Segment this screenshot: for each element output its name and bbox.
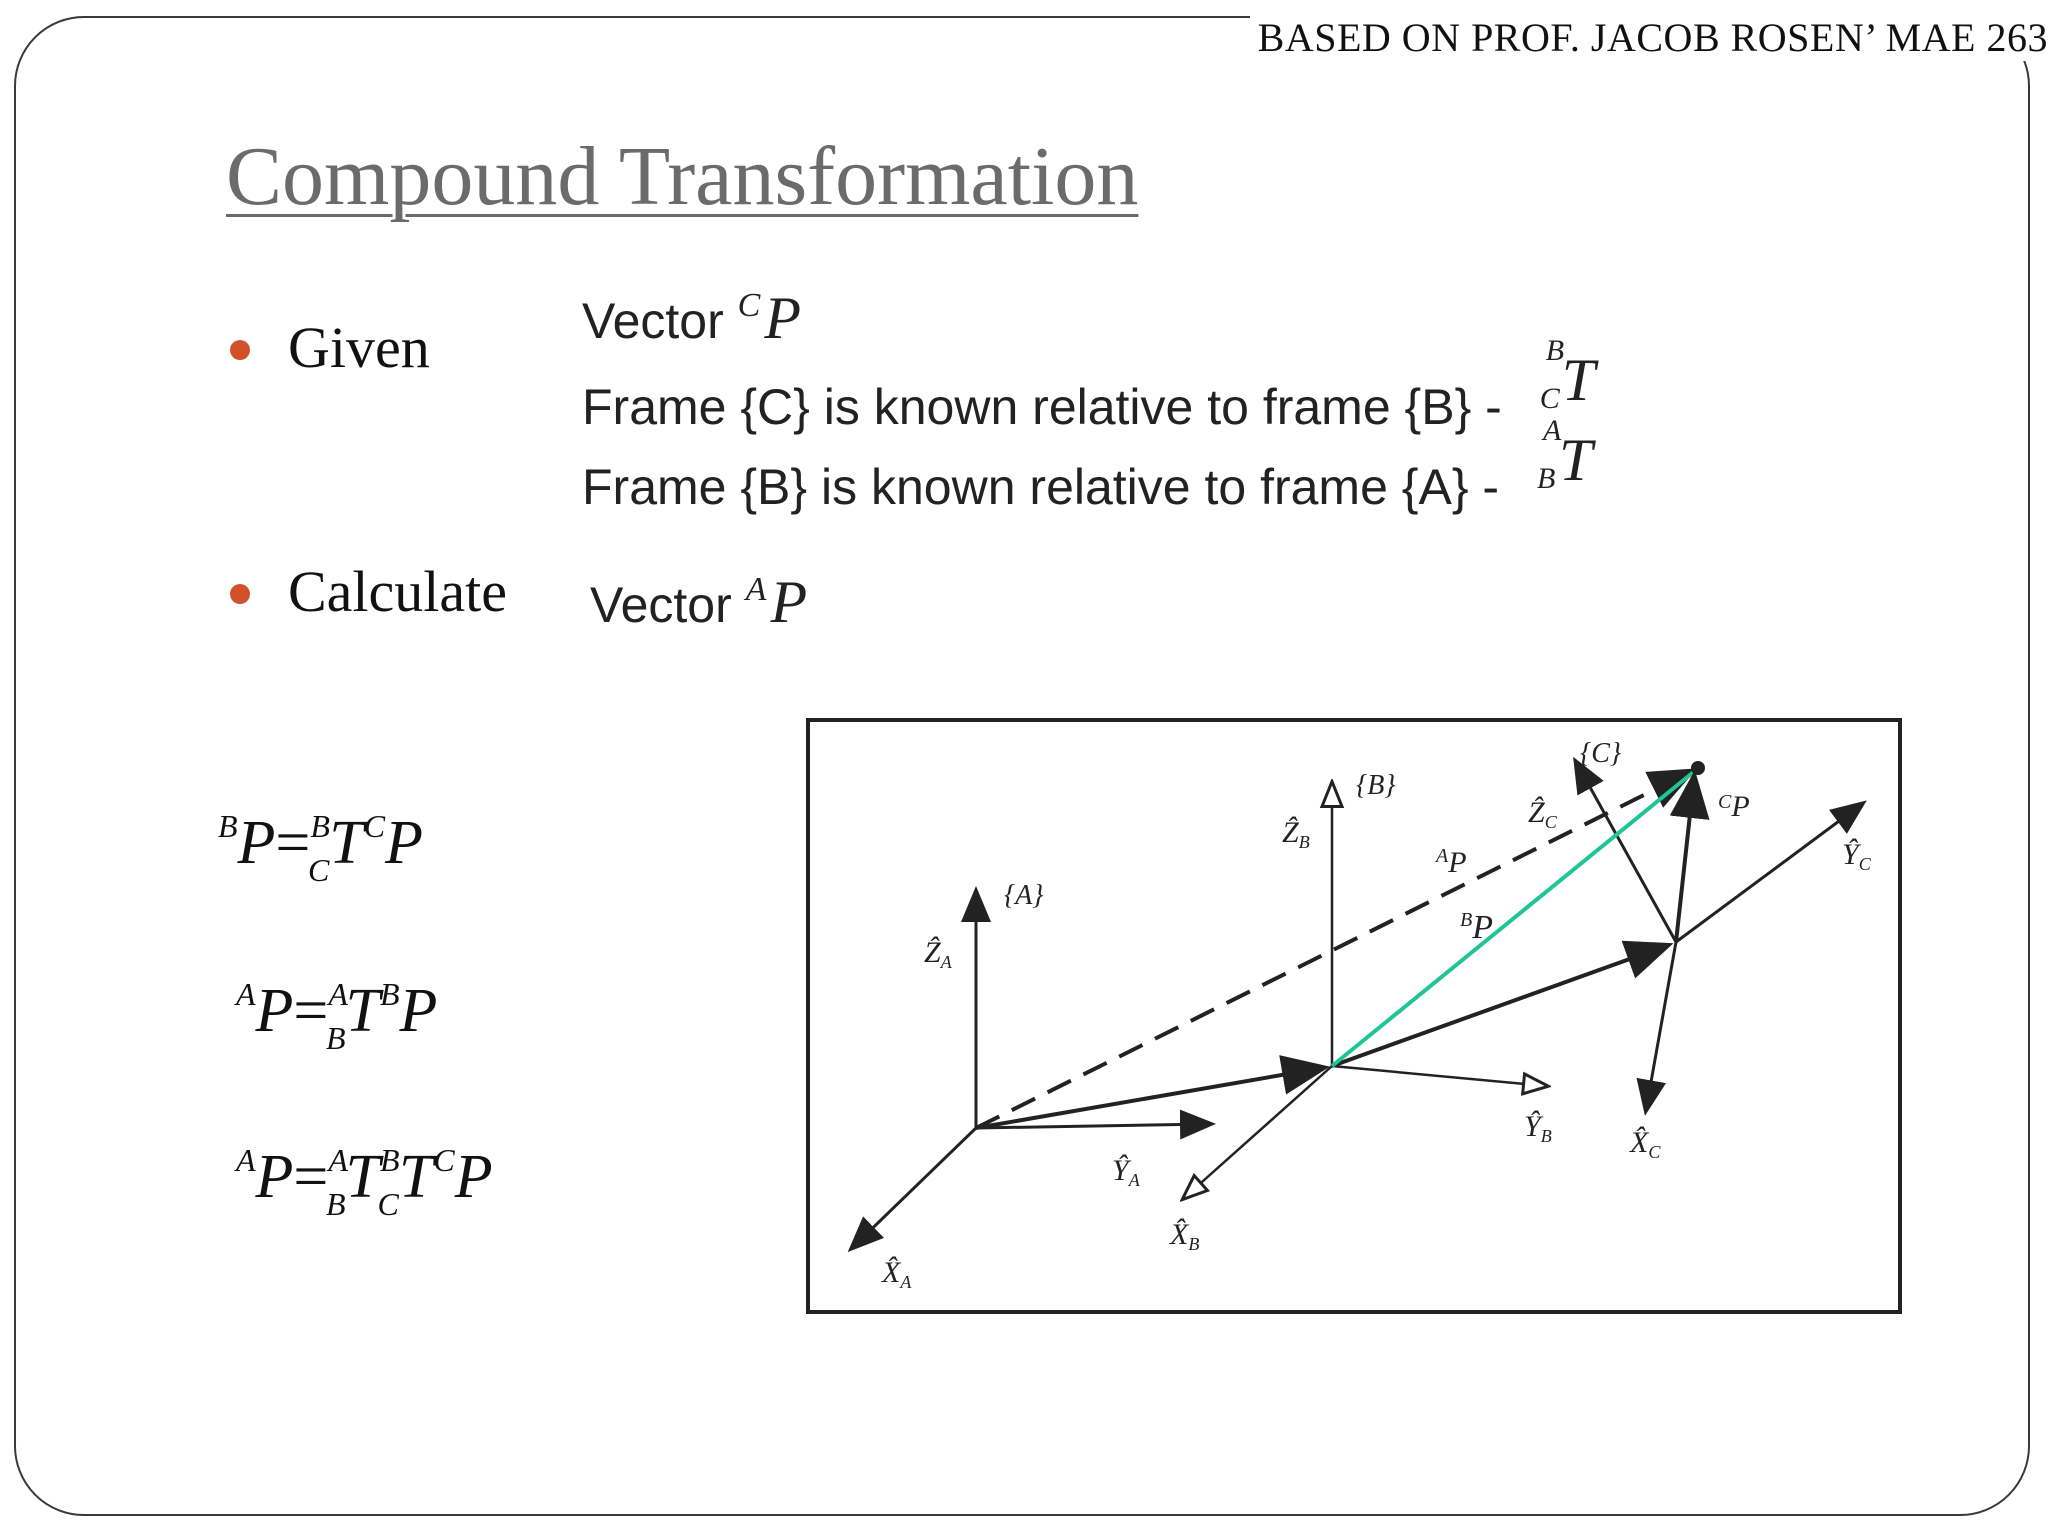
label-y-a: $Ŷ_A$ xyxy=(1112,1154,1140,1190)
vector-bp-highlight xyxy=(1332,770,1696,1066)
vector-cp xyxy=(1676,778,1694,942)
axis-z-c xyxy=(1576,762,1676,942)
calculate-sym: P xyxy=(770,569,808,635)
axis-y-a xyxy=(976,1124,1210,1128)
axis-y-b xyxy=(1332,1066,1546,1086)
given-line-vector xyxy=(582,284,801,353)
slide-title: Compound Transformation xyxy=(226,130,1139,223)
point-p xyxy=(1691,761,1705,775)
given-line-frame-b xyxy=(582,414,1597,516)
frames-diagram-svg xyxy=(810,722,1898,1310)
calculate-text: Vector xyxy=(590,577,732,633)
label-frame-b: {B} xyxy=(1356,770,1396,801)
given-line-frame-c xyxy=(582,334,1600,436)
axis-x-a xyxy=(852,1128,976,1248)
calculate-sup: A xyxy=(745,571,767,608)
label-vector-ap: $^A$P xyxy=(1436,845,1467,879)
label-vector-cp: $^C$P xyxy=(1718,790,1750,823)
equation-compound: $^AP=^A_BT^B_CT^CP$ xyxy=(236,1142,493,1222)
axis-y-c xyxy=(1676,804,1862,942)
label-vector-bp: $^B$P xyxy=(1460,909,1493,946)
label-x-b: $X̂_B$ xyxy=(1170,1218,1200,1254)
equation-ap: $^AP=^A_BT^BP$ xyxy=(236,976,438,1056)
given-line1-text: Vector xyxy=(582,293,724,349)
label-y-b: $Ŷ_B$ xyxy=(1524,1110,1552,1146)
vector-a-to-b xyxy=(976,1068,1322,1128)
bullet-dot-given xyxy=(230,340,250,360)
label-z-a: Ẑ$_A$ xyxy=(924,936,952,972)
label-x-a: $X̂_A$ xyxy=(882,1256,912,1292)
given-line2-symbol: B C T xyxy=(1539,334,1596,415)
axis-x-b xyxy=(1184,1066,1332,1198)
axis-x-c xyxy=(1646,942,1676,1110)
header-credit: BASED ON PROF. JACOB ROSEN’ MAE 263 xyxy=(1250,14,2048,61)
frames-diagram xyxy=(806,718,1902,1314)
calculate-line xyxy=(590,568,807,637)
given-line3-text: Frame {B} is known relative to frame {A} - xyxy=(582,459,1500,515)
label-x-c: $X̂_C$ xyxy=(1630,1126,1661,1162)
given-line1-sup: C xyxy=(737,287,761,324)
bullet-given-label: Given xyxy=(288,315,430,380)
given-line1-sym: P xyxy=(764,285,801,351)
label-y-c: $Ŷ_C$ xyxy=(1842,838,1871,874)
label-z-c: Ẑ$_C$ xyxy=(1528,796,1557,832)
bullet-dot-calculate xyxy=(230,584,250,604)
label-z-b: Ẑ$_B$ xyxy=(1282,816,1310,852)
label-frame-c: {C} xyxy=(1580,738,1622,769)
vector-b-to-c xyxy=(1332,946,1666,1066)
label-frame-a: {A} xyxy=(1004,880,1044,911)
given-line3-symbol: A B T xyxy=(1536,414,1593,495)
bullet-calculate-label: Calculate xyxy=(288,559,508,624)
equation-bp: $^BP=^B_CT^CP$ xyxy=(218,808,423,888)
given-line2-text: Frame {C} is known relative to frame {B} - xyxy=(582,379,1502,435)
